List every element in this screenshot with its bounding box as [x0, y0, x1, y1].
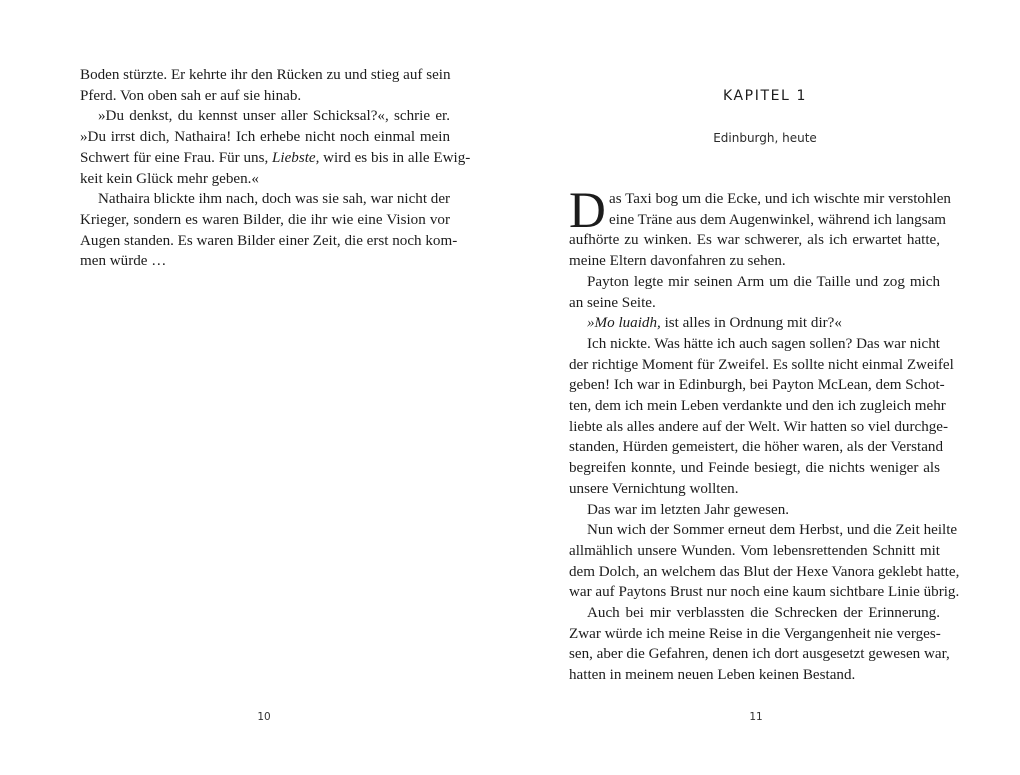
- text-line: Ich nickte. Was hätte ich auch sagen sollen? Das war nicht: [587, 335, 940, 352]
- text-line: hatten in meinem neuen Leben keinen Bestand.: [569, 667, 856, 684]
- text-line: »Du denkst, du kennst unser aller Schicksal?«, schrie er.: [98, 108, 450, 125]
- text-line: Payton legte mir seinen Arm um die Taille und zog mich: [587, 273, 940, 290]
- text-line: Das war im letzten Jahr gewesen.: [587, 501, 790, 518]
- text-line: Boden stürzte. Er kehrte ihr den Rücken zu und stieg auf sein: [80, 67, 451, 83]
- text-line: Nun wich der Sommer erneut dem Herbst, und die Zeit heilte: [587, 522, 958, 539]
- chapter-title: KAPITEL 1: [722, 88, 808, 104]
- text-line: ten, dem ich mein Leben verdankte und den ich zugleich mehr: [569, 398, 946, 415]
- text-line: keit kein Glück mehr geben.«: [80, 170, 259, 187]
- text-line: Nathaira blickte ihm nach, doch was sie sah, war nicht der: [98, 191, 451, 208]
- text-line: Pferd. Von oben sah er auf sie hinab.: [80, 87, 302, 104]
- text-line: Auch bei mir verblassten die Schrecken der Erinnerung.: [587, 605, 940, 622]
- text-line: sen, aber die Gefahren, denen ich dort ausgesetzt gewesen war,: [569, 646, 950, 663]
- text-segment: ist alles in Ordnung mit dir?«: [664, 315, 842, 332]
- text-line: Krieger, sondern es waren Bilder, die ihr wie eine Vision vor: [80, 211, 450, 228]
- text-segment: wird es bis in alle Ewig-: [323, 149, 471, 166]
- right-page-body: [569, 183, 960, 686]
- text-line: as Taxi bog um die Ecke, und ich wischte mir verstohlen: [609, 191, 951, 207]
- text-line: Augen standen. Es waren Bilder einer Zeit, die erst noch kom-: [80, 232, 458, 249]
- text-line: unsere Vernichtung wollten.: [569, 480, 739, 497]
- page-number: 11: [749, 711, 763, 723]
- text-line: Zwar würde ich meine Reise in die Vergangenheit nie verges-: [569, 625, 941, 642]
- text-line: geben! Ich war in Edinburgh, bei Payton McLean, dem Schot-: [569, 377, 945, 394]
- italic-phrase: »Mo luaidh,: [587, 315, 661, 332]
- text-line: aufhörte zu winken. Es war schwerer, als ich erwartet hatte,: [569, 232, 940, 249]
- text-segment: Schwert für eine Frau. Für uns,: [80, 149, 269, 166]
- text-line: begreifen konnte, und Feinde besiegt, die nichts weniger als: [569, 460, 940, 477]
- text-line: an seine Seite.: [569, 294, 656, 311]
- chapter-subtitle: Edinburgh, heute: [713, 131, 817, 145]
- italic-word: Liebste,: [272, 149, 320, 166]
- text-line: der richtige Moment für Zweifel. Es sollte nicht einmal Zweifel: [569, 356, 954, 373]
- text-line: liebte als alles andere auf der Welt. Wir hatten so viel durchge-: [569, 418, 949, 435]
- right-page: [510, 0, 1020, 775]
- text-line: [569, 313, 940, 334]
- text-line: meine Eltern davonfahren zu sehen.: [569, 253, 786, 270]
- text-line: standen, Hürden gemeistert, die höher waren, als der Verstand: [569, 439, 944, 456]
- text-line: [80, 148, 471, 169]
- page-number: 10: [257, 711, 271, 723]
- text-line: eine Träne aus dem Augenwinkel, während ich langsam: [609, 211, 947, 228]
- text-line: dem Dolch, an welchem das Blut der Hexe Vanora geklebt hatte,: [569, 563, 960, 580]
- drop-cap: D: [569, 183, 606, 239]
- text-line: men würde …: [80, 253, 167, 270]
- text-line: »Du irrst dich, Nathaira! Ich erhebe nicht noch einmal mein: [80, 129, 450, 146]
- text-line: allmählich unsere Wunden. Vom lebensrettenden Schnitt mit: [569, 542, 940, 559]
- text-line: war auf Paytons Brust nur noch eine kaum sichtbare Linie übrig.: [569, 584, 960, 601]
- left-page-body: [80, 65, 471, 272]
